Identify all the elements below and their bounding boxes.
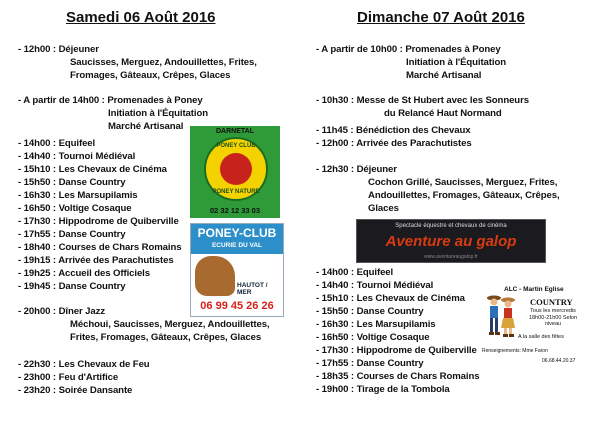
program-line: Initiation à l'Équitation [108, 108, 208, 119]
logo-town: DARNETAL [216, 128, 254, 135]
program-line: - 14h00 : Equifeel [316, 267, 394, 278]
ecurie-du-val-logo [190, 223, 284, 317]
flyer-schedule: Tous les mercredis 18h00-21h00 Selon niveau [528, 308, 577, 327]
program-line: Marché Artisanal [108, 121, 184, 132]
logo-title: PONEY-CLUB [197, 226, 277, 240]
program-line: - 18h40 : Courses de Chars Romains [18, 242, 182, 253]
program-line: - 17h30 : Hippodrome de Quiberville [18, 216, 179, 227]
program-line: - 17h30 : Hippodrome de Quiberville [316, 345, 477, 356]
flyer-club: ALC - Martin Eglise [504, 286, 564, 293]
program-line: - 17h55 : Danse Country [18, 229, 126, 240]
logo-location: HAUTOT / MER [237, 282, 268, 296]
flyer-contact: Renseignements: Mme Faron [482, 348, 548, 354]
program-line: - 18h35 : Courses de Chars Romains [316, 371, 480, 382]
program-line: Cochon Grillé, Saucisses, Merguez, Frites, [368, 177, 558, 188]
program-line: - 14h40 : Tournoi Médiéval [316, 280, 434, 291]
program-line: Andouillettes, Fromages, Gâteaux, Crêpes, [368, 190, 560, 201]
program-line: - 12h00 : Déjeuner [18, 44, 99, 55]
program-line: - 10h30 : Messe de St Hubert avec les Sonneurs [316, 95, 529, 106]
country-dance-flyer [480, 284, 580, 368]
sunday-title: Dimanche 07 Août 2016 [357, 9, 525, 26]
dancers-icon [484, 292, 518, 340]
program-line: Glaces [368, 203, 399, 214]
flyer-title: COUNTRY [530, 297, 573, 307]
logo-phone: 02 32 12 33 03 [209, 206, 261, 215]
flyer-phone: 06.68.44.20.37 [542, 358, 576, 364]
program-line: - 20h00 : Dîner Jazz [18, 306, 106, 317]
program-line: - 23h20 : Soirée Dansante [18, 385, 133, 396]
program-line: - 14h00 : Equifeel [18, 138, 96, 149]
banner-title: Aventure au galop [385, 233, 517, 250]
program-line: - 16h30 : Les Marsupilamis [18, 190, 138, 201]
logo-ring-bottom: PONEY NATURE [212, 189, 260, 195]
program-line: - 12h30 : Déjeuner [316, 164, 397, 175]
program-line: - 19h00 : Tirage de la Tombola [316, 384, 450, 395]
program-line: - 19h15 : Arrivée des Parachutistes [18, 255, 174, 266]
program-line: - 12h00 : Arrivée des Parachutistes [316, 138, 472, 149]
program-line: - 15h10 : Les Chevaux de Cinéma [18, 164, 167, 175]
flyer-venue: A la salle des fêtes [518, 334, 564, 340]
banner-url: www.aventureaugalop.fr [424, 254, 478, 260]
program-line: - 22h30 : Les Chevaux de Feu [18, 359, 150, 370]
program-line: - 15h10 : Les Chevaux de Cinéma [316, 293, 465, 304]
program-line: - 15h50 : Danse Country [316, 306, 424, 317]
aventure-au-galop-banner [356, 219, 546, 263]
program-line: - A partir de 10h00 : Promenades à Poney [316, 44, 501, 55]
logo-ring [204, 137, 268, 201]
horse-icon [220, 153, 252, 185]
program-line: - 19h25 : Accueil des Officiels [18, 268, 150, 279]
program-line: - 15h50 : Danse Country [18, 177, 126, 188]
program-line: - 16h50 : Voltige Cosaque [18, 203, 132, 214]
program-line: - 11h45 : Bénédiction des Chevaux [316, 125, 471, 136]
program-line: - 16h50 : Voltige Cosaque [316, 332, 430, 343]
program-line: - A partir de 14h00 : Promenades à Poney [18, 95, 203, 106]
logo-phone: 06 99 45 26 26 [200, 300, 274, 312]
program-line: - 14h40 : Tournoi Médiéval [18, 151, 136, 162]
program-line: Marché Artisanal [406, 70, 482, 81]
logo-ring-top: PONEY CLUB [216, 143, 256, 149]
saturday-title: Samedi 06 Août 2016 [66, 9, 216, 26]
program-line: - 17h55 : Danse Country [316, 358, 424, 369]
program-line: Saucisses, Merguez, Andouillettes, Frites, [70, 57, 257, 68]
program-line: - 16h30 : Les Marsupilamis [316, 319, 436, 330]
program-line: Frites, Fromages, Gâteaux, Crêpes, Glaces [70, 332, 262, 343]
program-line: - 19h45 : Danse Country [18, 281, 126, 292]
poney-nature-logo [190, 126, 280, 218]
program-line: - 23h00 : Feu d'Artifice [18, 372, 119, 383]
program-line: Fromages, Gâteaux, Crêpes, Glaces [70, 70, 231, 81]
banner-subtitle: Spectacle équestre et chevaux de cinéma [395, 223, 507, 229]
program-line: du Relancé Haut Normand [384, 108, 502, 119]
program-line: Méchoui, Saucisses, Merguez, Andouillettes, [70, 319, 270, 330]
horse-icon [195, 256, 235, 296]
program-line: Initiation à l'Équitation [406, 57, 506, 68]
logo-subtitle: ECURIE DU VAL [211, 242, 263, 249]
